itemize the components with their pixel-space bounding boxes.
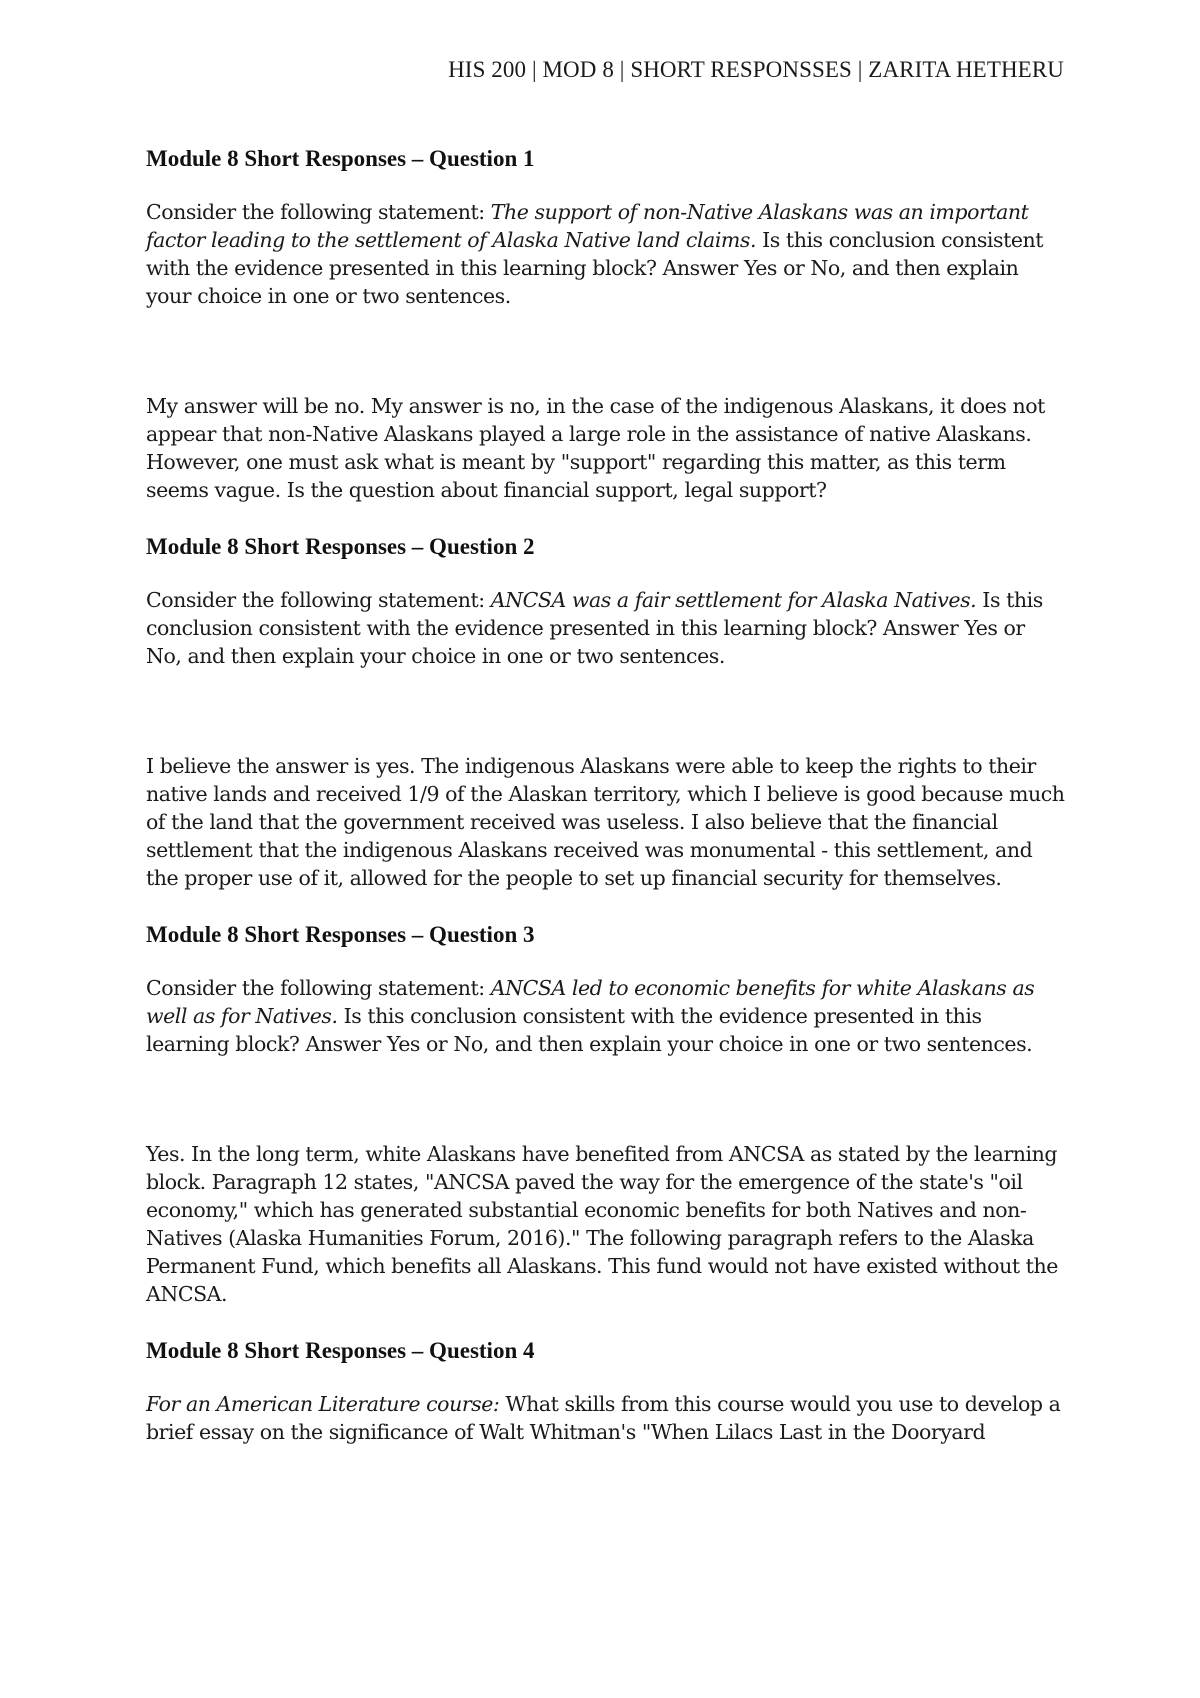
question-1-heading: Module 8 Short Responses – Question 1 xyxy=(146,146,535,171)
question-2-answer: I believe the answer is yes. The indigenous Alaskans were able to keep the rights to their native lands and received 1/9 of the Alaskan territory, which I believe is good because much of the land that the government received was useless. I also believe that the financial settlement that the indigenous Alaskans received was monumental - this settlement, and the proper use of it, allowed for the people to set up financial security for themselves. xyxy=(146,754,1065,890)
question-3-prompt-italic: ANCSA led to economic benefits for white Alaskans as well as for Natives. xyxy=(146,976,1035,1028)
question-2-prompt-tail: Is this conclusion consistent with the evidence presented in this learning block? Answer Yes or No, and then explain your choice in one or two sentences. xyxy=(146,588,1043,668)
question-2-prompt-italic: ANCSA was a fair settlement for Alaska Natives. xyxy=(490,588,977,612)
question-3-prompt xyxy=(146,974,1066,1058)
question-3-answer: Yes. In the long term, white Alaskans have benefited from ANCSA as stated by the learning block. Paragraph 12 states, "ANCSA paved the way for the emergence of the state's "oil economy," which has generated substantial economic benefits for both Natives and non-Natives (Alaska Humanities Forum, 2016)." The following paragraph refers to the Alaska Permanent Fund, which benefits all Alaskans. This fund would not have existed without the ANCSA. xyxy=(146,1142,1058,1306)
question-3-prompt-lead: Consider the following statement: xyxy=(146,976,491,1000)
page-header: HIS 200 | MOD 8 | SHORT RESPONSSES | ZARITA HETHERU xyxy=(448,57,1064,82)
question-3-block xyxy=(146,920,1066,1308)
question-4-prompt-tail: What skills from this course would you use to develop a brief essay on the significance of Walt Whitman's "When Lilacs Last in the Dooryard xyxy=(146,1392,1061,1444)
question-1-prompt-lead: Consider the following statement: xyxy=(146,200,491,224)
question-1-prompt-tail: Is this conclusion consistent with the evidence presented in this learning block? Answer Yes or No, and then explain your choice in one or two sentences. xyxy=(146,228,1044,308)
question-3-heading: Module 8 Short Responses – Question 3 xyxy=(146,922,535,947)
question-1-prompt xyxy=(146,198,1066,310)
question-2-prompt-lead: Consider the following statement: xyxy=(146,588,491,612)
question-2-heading: Module 8 Short Responses – Question 2 xyxy=(146,534,535,559)
question-4-block xyxy=(146,1336,1066,1446)
question-4-heading: Module 8 Short Responses – Question 4 xyxy=(146,1338,535,1363)
question-1-block xyxy=(146,144,1066,504)
question-4-prompt xyxy=(146,1390,1066,1446)
document-body xyxy=(146,144,1066,1474)
question-2-block xyxy=(146,532,1066,892)
question-1-answer: My answer will be no. My answer is no, in the case of the indigenous Alaskans, it does not appear that non-Native Alaskans played a large role in the assistance of native Alaskans. However, one must ask what is meant by "support" regarding this matter, as this term seems vague. Is the question about financial support, legal support? xyxy=(146,394,1045,502)
question-4-prompt-italic: For an American Literature course: xyxy=(146,1392,500,1416)
question-2-prompt xyxy=(146,586,1066,670)
question-1-prompt-italic: The support of non-Native Alaskans was an important factor leading to the settlement of Alaska Native land claims. xyxy=(146,200,1029,252)
question-3-prompt-tail: Is this conclusion consistent with the evidence presented in this learning block? Answer Yes or No, and then explain your choice in one or two sentences. xyxy=(146,1004,1033,1056)
